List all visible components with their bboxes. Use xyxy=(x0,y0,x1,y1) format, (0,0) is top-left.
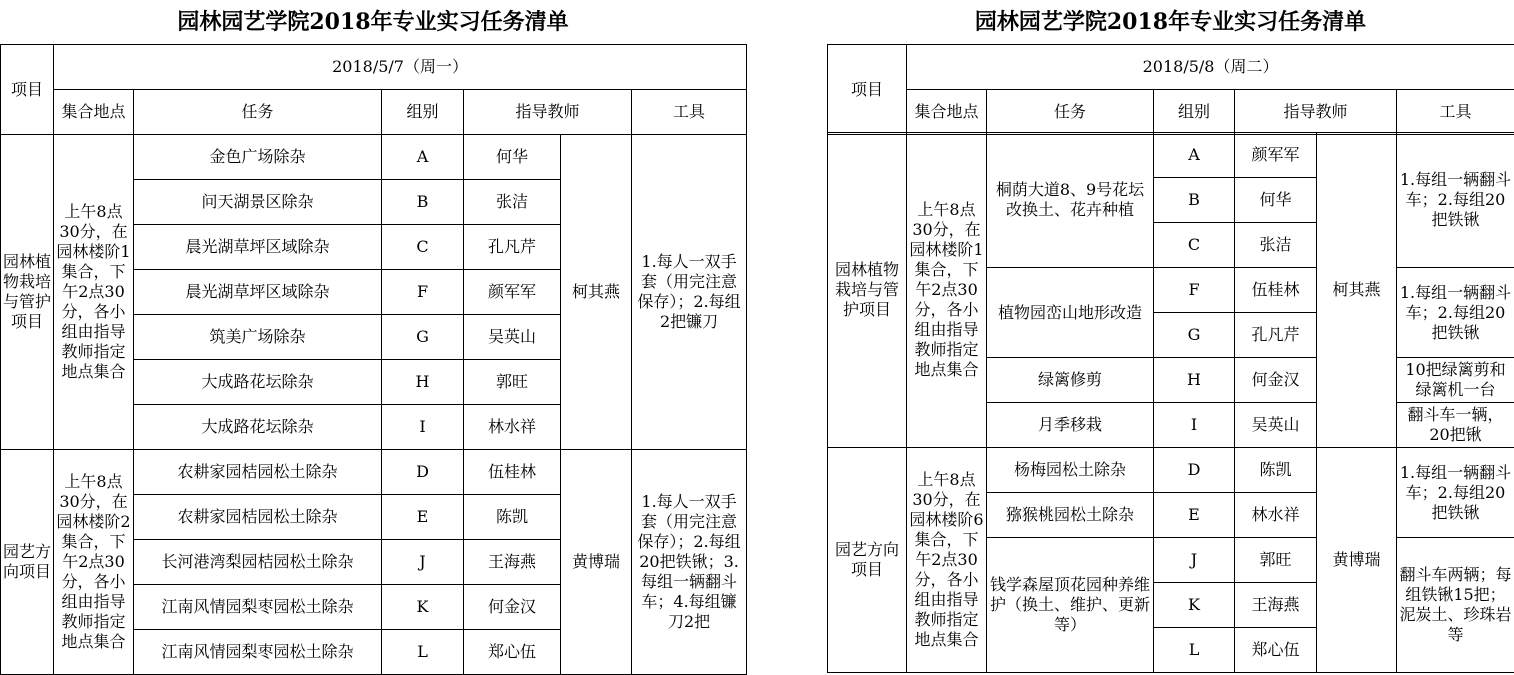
task-cell[interactable]: 桐荫大道8、9号花坛改换土、花卉种植 xyxy=(987,133,1154,268)
teacher-cell[interactable]: 林水祥 xyxy=(464,405,561,450)
header-project[interactable]: 项目 xyxy=(828,45,907,135)
teacher-cell[interactable]: 何华 xyxy=(464,135,561,180)
task-cell[interactable]: 钱学森屋顶花园种养维护（换土、维护、更新等） xyxy=(987,538,1154,673)
date-header[interactable]: 2018/5/8（周二） xyxy=(907,45,1514,90)
group-cell[interactable]: K xyxy=(1154,583,1235,628)
project-cell[interactable]: 园艺方向项目 xyxy=(1,450,54,675)
schedule-table xyxy=(827,44,1514,135)
lead-teacher-cell[interactable]: 黄博瑞 xyxy=(1317,448,1397,673)
task-cell[interactable]: 植物园峦山地形改造 xyxy=(987,268,1154,358)
group-cell[interactable]: K xyxy=(382,585,464,630)
tools-cell[interactable]: 翻斗车两辆；每组铁锹15把；泥炭土、珍珠岩等 xyxy=(1397,538,1514,673)
date-header[interactable]: 2018/5/7（周一） xyxy=(54,45,747,90)
lead-teacher-cell[interactable]: 黄博瑞 xyxy=(561,450,632,675)
group-cell[interactable]: I xyxy=(1154,403,1235,448)
group-cell[interactable]: L xyxy=(382,630,464,675)
teacher-cell[interactable]: 郑心伍 xyxy=(464,630,561,675)
header-teacher[interactable]: 指导教师 xyxy=(464,90,632,135)
task-cell[interactable]: 猕猴桃园松土除杂 xyxy=(987,493,1154,538)
project-cell[interactable]: 园艺方向项目 xyxy=(828,448,907,673)
group-cell[interactable]: L xyxy=(1154,628,1235,673)
header-task[interactable]: 任务 xyxy=(134,90,382,135)
teacher-cell[interactable]: 孔凡芹 xyxy=(1235,313,1317,358)
task-cell[interactable]: 农耕家园桔园松土除杂 xyxy=(134,495,382,540)
task-cell[interactable]: 农耕家园桔园松土除杂 xyxy=(134,450,382,495)
project-cell[interactable]: 园林植物栽培与管护项目 xyxy=(1,135,54,450)
header-group[interactable]: 组别 xyxy=(382,90,464,135)
sheet-title: 园林园艺学院2018年专业实习任务清单 xyxy=(827,0,1514,44)
header-tools[interactable]: 工具 xyxy=(1397,90,1514,135)
header-meet[interactable]: 集合地点 xyxy=(907,90,987,135)
teacher-cell[interactable]: 伍桂林 xyxy=(1235,268,1317,313)
table-row xyxy=(828,133,1514,178)
task-cell[interactable]: 长河港湾梨园桔园松土除杂 xyxy=(134,540,382,585)
teacher-cell[interactable]: 何金汉 xyxy=(464,585,561,630)
tools-cell[interactable]: 10把绿篱剪和绿篱机一台 xyxy=(1397,358,1514,403)
task-cell[interactable]: 大成路花坛除杂 xyxy=(134,405,382,450)
table-row xyxy=(1,450,747,495)
teacher-cell[interactable]: 张洁 xyxy=(464,180,561,225)
group-cell[interactable]: E xyxy=(382,495,464,540)
lead-teacher-cell[interactable]: 柯其燕 xyxy=(1317,133,1397,448)
sheet-title: 园林园艺学院2018年专业实习任务清单 xyxy=(0,0,746,44)
group-cell[interactable]: H xyxy=(382,360,464,405)
task-cell[interactable]: 绿篱修剪 xyxy=(987,358,1154,403)
task-cell[interactable]: 月季移栽 xyxy=(987,403,1154,448)
group-cell[interactable]: D xyxy=(1154,448,1235,493)
task-cell[interactable]: 大成路花坛除杂 xyxy=(134,360,382,405)
teacher-cell[interactable]: 张洁 xyxy=(1235,223,1317,268)
tools-cell[interactable]: 1.每组一辆翻斗车；2.每组20把铁锹 xyxy=(1397,448,1514,538)
teacher-cell[interactable]: 颜军军 xyxy=(1235,133,1317,178)
group-cell[interactable]: H xyxy=(1154,358,1235,403)
schedule-table xyxy=(0,44,747,675)
teacher-cell[interactable]: 郭旺 xyxy=(464,360,561,405)
teacher-cell[interactable]: 郭旺 xyxy=(1235,538,1317,583)
group-cell[interactable]: B xyxy=(1154,178,1235,223)
tools-cell[interactable]: 1.每组一辆翻斗车；2.每组20把铁锹 xyxy=(1397,133,1514,268)
task-cell[interactable]: 江南风情园梨枣园松土除杂 xyxy=(134,585,382,630)
meet-cell[interactable]: 上午8点30分，在园林楼阶1集合，下午2点30分，各小组由指导教师指定地点集合 xyxy=(907,133,987,448)
tools-cell[interactable]: 1.每人一双手套（用完注意保存）；2.每组20把铁锹；3.每组一辆翻斗车；4.每组镰刀2把 xyxy=(632,450,747,675)
group-cell[interactable]: F xyxy=(1154,268,1235,313)
group-cell[interactable]: A xyxy=(1154,133,1235,178)
header-group[interactable]: 组别 xyxy=(1154,90,1235,135)
group-cell[interactable]: C xyxy=(382,225,464,270)
teacher-cell[interactable]: 吴英山 xyxy=(1235,403,1317,448)
meet-cell[interactable]: 上午8点30分，在园林楼阶2集合，下午2点30分，各小组由指导教师指定地点集合 xyxy=(54,450,134,675)
header-teacher[interactable]: 指导教师 xyxy=(1235,90,1397,135)
group-cell[interactable]: F xyxy=(382,270,464,315)
table-row xyxy=(1,135,747,180)
group-cell[interactable]: I xyxy=(382,405,464,450)
tools-cell[interactable]: 翻斗车一辆，20把锹 xyxy=(1397,403,1514,448)
teacher-cell[interactable]: 郑心伍 xyxy=(1235,628,1317,673)
task-cell[interactable]: 筑美广场除杂 xyxy=(134,315,382,360)
meet-cell[interactable]: 上午8点30分，在园林楼阶6集合，下午2点30分，各小组由指导教师指定地点集合 xyxy=(907,448,987,673)
teacher-cell[interactable]: 何金汉 xyxy=(1235,358,1317,403)
teacher-cell[interactable]: 吴英山 xyxy=(464,315,561,360)
teacher-cell[interactable]: 伍桂林 xyxy=(464,450,561,495)
teacher-cell[interactable]: 王海燕 xyxy=(464,540,561,585)
teacher-cell[interactable]: 王海燕 xyxy=(1235,583,1317,628)
header-project[interactable]: 项目 xyxy=(1,45,54,135)
teacher-cell[interactable]: 陈凯 xyxy=(1235,448,1317,493)
group-cell[interactable]: G xyxy=(1154,313,1235,358)
group-cell[interactable]: J xyxy=(1154,538,1235,583)
header-tools[interactable]: 工具 xyxy=(632,90,747,135)
tools-cell[interactable]: 1.每组一辆翻斗车；2.每组20把铁锹 xyxy=(1397,268,1514,358)
table-row xyxy=(828,448,1514,493)
task-cell[interactable]: 江南风情园梨枣园松土除杂 xyxy=(134,630,382,675)
group-cell[interactable]: G xyxy=(382,315,464,360)
task-cell[interactable]: 问天湖景区除杂 xyxy=(134,180,382,225)
group-cell[interactable]: A xyxy=(382,135,464,180)
teacher-cell[interactable]: 林水祥 xyxy=(1235,493,1317,538)
group-cell[interactable]: E xyxy=(1154,493,1235,538)
group-cell[interactable]: D xyxy=(382,450,464,495)
teacher-cell[interactable]: 颜军军 xyxy=(464,270,561,315)
group-cell[interactable]: C xyxy=(1154,223,1235,268)
task-cell[interactable]: 杨梅园松土除杂 xyxy=(987,448,1154,493)
teacher-cell[interactable]: 陈凯 xyxy=(464,495,561,540)
lead-teacher-cell[interactable]: 柯其燕 xyxy=(561,135,632,450)
group-cell[interactable]: B xyxy=(382,180,464,225)
task-cell[interactable]: 晨光湖草坪区域除杂 xyxy=(134,225,382,270)
task-cell[interactable]: 晨光湖草坪区域除杂 xyxy=(134,270,382,315)
teacher-cell[interactable]: 孔凡芹 xyxy=(464,225,561,270)
meet-cell[interactable]: 上午8点30分，在园林楼阶1集合，下午2点30分，各小组由指导教师指定地点集合 xyxy=(54,135,134,450)
task-cell[interactable]: 金色广场除杂 xyxy=(134,135,382,180)
project-cell[interactable]: 园林植物栽培与管护项目 xyxy=(828,133,907,448)
header-meet[interactable]: 集合地点 xyxy=(54,90,134,135)
group-cell[interactable]: J xyxy=(382,540,464,585)
schedule-table-body xyxy=(827,132,1514,673)
teacher-cell[interactable]: 何华 xyxy=(1235,178,1317,223)
header-task[interactable]: 任务 xyxy=(987,90,1154,135)
tools-cell[interactable]: 1.每人一双手套（用完注意保存）；2.每组2把镰刀 xyxy=(632,135,747,450)
